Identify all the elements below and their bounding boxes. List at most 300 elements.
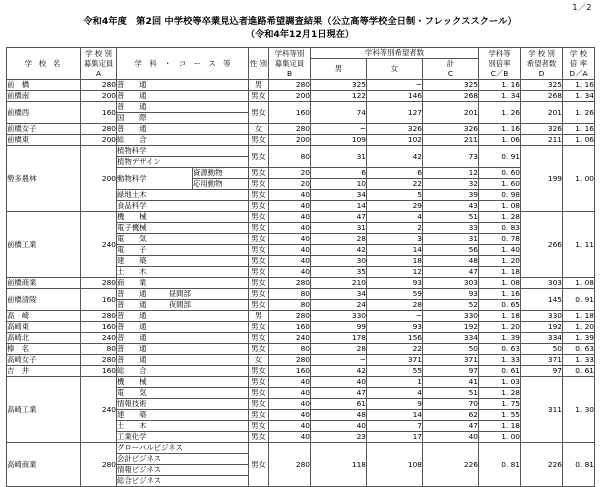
cell-course-ratio: 1. 18 <box>479 421 521 432</box>
col-header-school-quota-l2: 募集定員 <box>83 58 114 68</box>
cell-school-ratio: 1. 26 <box>563 102 595 124</box>
cell-male: 325 <box>311 80 367 91</box>
cell-course: 電 気 <box>117 234 249 245</box>
cell-school-ratio: 0. 63 <box>563 344 595 355</box>
cell-course-ratio: 1. 33 <box>479 355 521 366</box>
cell-course-ratio: 1. 20 <box>479 256 521 267</box>
col-header-school-quota-l3: A <box>95 68 102 78</box>
table-body <box>7 80 595 487</box>
cell-total: 47 <box>423 267 479 278</box>
cell-course: 情報技術 <box>117 399 249 410</box>
cell-male: − <box>311 124 367 135</box>
cell-female: 4 <box>367 388 423 399</box>
page-number: 1／2 <box>572 3 592 12</box>
cell-male: 40 <box>311 377 367 388</box>
cell-course-ratio: 0. 60 <box>479 168 521 179</box>
cell-male: 34 <box>311 289 367 300</box>
cell-course-ratio: 0. 98 <box>479 190 521 201</box>
cell-male: 35 <box>311 267 367 278</box>
cell-course-quota: 80 <box>269 344 311 355</box>
cell-course-quota: 200 <box>269 91 311 102</box>
cell-course: 総合ビジネス <box>117 476 249 487</box>
cell-sex: 男女 <box>249 432 269 443</box>
cell-school-ratio: 1. 18 <box>563 311 595 322</box>
cell-course: 植物デザイン <box>117 157 249 168</box>
col-header-school-ratio-l3: D／A <box>569 68 588 78</box>
cell-male: 210 <box>311 278 367 289</box>
cell-sex: 男女 <box>249 421 269 432</box>
cell-course-ratio: 1. 39 <box>479 333 521 344</box>
table-row <box>7 322 595 333</box>
cell-course-ratio: 1. 28 <box>479 212 521 223</box>
cell-male: 10 <box>311 179 367 190</box>
survey-results-table <box>6 47 595 487</box>
cell-female: 22 <box>367 179 423 190</box>
cell-school-ratio: 1. 11 <box>563 212 595 278</box>
cell-school-applicants: 50 <box>521 344 563 355</box>
cell-course-ratio: 0. 61 <box>479 366 521 377</box>
cell-female: 55 <box>367 366 423 377</box>
cell-course: 電子機械 <box>117 223 249 234</box>
cell-course: 工業化学 <box>117 432 249 443</box>
cell-course-quota: 160 <box>269 366 311 377</box>
cell-total: 31 <box>423 234 479 245</box>
cell-school-applicants: 199 <box>521 146 563 212</box>
col-header-course-ratio-l3: C／B <box>490 68 509 78</box>
cell-course-ratio: 1. 16 <box>479 80 521 91</box>
cell-school-quota: 280 <box>81 80 117 91</box>
cell-male: 28 <box>311 234 367 245</box>
cell-course: 機 械 <box>117 377 249 388</box>
col-header-applicants-group: 学科等別希望者数 <box>311 48 479 59</box>
table-header <box>7 48 595 80</box>
col-header-school-applicants-l1: 学 校 別 <box>528 48 555 58</box>
cell-course-quota: 40 <box>269 432 311 443</box>
col-header-school-ratio-l1: 学 校 <box>569 48 588 58</box>
table-row <box>7 355 595 366</box>
cell-course: 普 通 <box>117 124 249 135</box>
cell-course-quota: 20 <box>269 179 311 190</box>
table-row <box>7 102 595 113</box>
cell-female: 18 <box>367 256 423 267</box>
cell-school-applicants: 192 <box>521 322 563 333</box>
cell-course-quota: 280 <box>269 355 311 366</box>
cell-course-ratio: 1. 18 <box>479 267 521 278</box>
cell-total: 43 <box>423 201 479 212</box>
cell-school-applicants: 311 <box>521 377 563 443</box>
table-row <box>7 91 595 102</box>
page-subtitle: （令和4年12月1日現在） <box>245 29 355 41</box>
cell-course: 機 械 <box>117 212 249 223</box>
cell-sex: 男女 <box>249 388 269 399</box>
cell-male: 31 <box>311 146 367 168</box>
cell-sex: 男女 <box>249 443 269 487</box>
cell-course-ratio: 1. 08 <box>479 278 521 289</box>
cell-total: 325 <box>423 80 479 91</box>
cell-female: 108 <box>367 443 423 487</box>
cell-total: 334 <box>423 333 479 344</box>
cell-school-quota: 200 <box>81 146 117 212</box>
cell-course-ratio: 0. 83 <box>479 223 521 234</box>
cell-total: 51 <box>423 388 479 399</box>
cell-course-quota: 40 <box>269 256 311 267</box>
cell-female: 326 <box>367 124 423 135</box>
cell-school-applicants: 211 <box>521 135 563 146</box>
page-title: 令和4年度 第2回 中学校等卒業見込者進路希望調査結果（公立高等学校全日制・フレックススクール） <box>83 16 517 27</box>
cell-course: 建 築 <box>117 256 249 267</box>
cell-total: 70 <box>423 399 479 410</box>
cell-school-name: 前橋東 <box>7 135 81 146</box>
cell-male: 330 <box>311 311 367 322</box>
cell-sex: 男女 <box>249 245 269 256</box>
table-row <box>7 311 595 322</box>
col-header-course-ratio-l1: 学科等 <box>488 48 511 58</box>
cell-school-ratio: 0. 91 <box>563 289 595 311</box>
cell-school-name: 榛 名 <box>7 344 81 355</box>
cell-male: 40 <box>311 421 367 432</box>
cell-school-name: 前橋南 <box>7 91 81 102</box>
cell-school-name: 高崎東 <box>7 322 81 333</box>
cell-total: 73 <box>423 146 479 168</box>
col-header-course-quota-l1: 学科等別 <box>274 48 305 58</box>
cell-female: 93 <box>367 322 423 333</box>
cell-course-quota: 40 <box>269 399 311 410</box>
cell-course: 総 合 <box>117 135 249 146</box>
cell-sex: 男女 <box>249 300 269 311</box>
cell-course: 土 木 <box>117 421 249 432</box>
cell-sex: 男女 <box>249 135 269 146</box>
col-header-female: 女 <box>367 59 423 80</box>
cell-course-quota: 280 <box>269 124 311 135</box>
cell-course-ratio: 1. 75 <box>479 399 521 410</box>
cell-school-ratio: 0. 61 <box>563 366 595 377</box>
cell-course-ratio: 1. 20 <box>479 322 521 333</box>
cell-total: 39 <box>423 190 479 201</box>
col-header-school-applicants-l2: 希望者数 <box>526 58 557 68</box>
cell-total: 41 <box>423 377 479 388</box>
table-row <box>7 366 595 377</box>
cell-total: 50 <box>423 344 479 355</box>
cell-total: 371 <box>423 355 479 366</box>
cell-total: 62 <box>423 410 479 421</box>
cell-course: 建 築 <box>117 410 249 421</box>
cell-course-ratio: 1. 28 <box>479 388 521 399</box>
col-header-course: 学 科 ・ コ ー ス 等 <box>117 48 249 80</box>
table-row <box>7 278 595 289</box>
cell-course-ratio: 0. 91 <box>479 146 521 168</box>
cell-sex: 男女 <box>249 146 269 168</box>
cell-male: 28 <box>311 344 367 355</box>
cell-female: 59 <box>367 289 423 300</box>
cell-course-ratio: 1. 18 <box>479 311 521 322</box>
cell-sex: 男女 <box>249 201 269 212</box>
cell-course-quota: 40 <box>269 388 311 399</box>
cell-course-ratio: 1. 00 <box>479 432 521 443</box>
cell-school-applicants: 226 <box>521 443 563 487</box>
cell-school-quota: 240 <box>81 333 117 344</box>
cell-male: 47 <box>311 212 367 223</box>
cell-course-quota: 40 <box>269 245 311 256</box>
cell-sex: 男 <box>249 80 269 91</box>
cell-course-quota: 280 <box>269 443 311 487</box>
cell-total: 201 <box>423 102 479 124</box>
cell-male: 109 <box>311 135 367 146</box>
cell-sex: 男女 <box>249 322 269 333</box>
table-row <box>7 443 595 454</box>
cell-school-applicants: 325 <box>521 80 563 91</box>
table-row <box>7 124 595 135</box>
cell-female: 17 <box>367 432 423 443</box>
col-header-course-quota-l3: B <box>286 68 293 78</box>
cell-course: 情報ビジネス <box>117 465 249 476</box>
cell-school-quota: 160 <box>81 102 117 124</box>
cell-male: 14 <box>311 201 367 212</box>
cell-school-quota: 160 <box>81 322 117 333</box>
cell-male: 61 <box>311 399 367 410</box>
cell-course-ratio: 1. 08 <box>479 201 521 212</box>
cell-course: 普 通 夜間部 <box>117 300 249 311</box>
table-row <box>7 212 595 223</box>
cell-total: 93 <box>423 289 479 300</box>
col-header-male: 男 <box>311 59 367 80</box>
cell-total: 211 <box>423 135 479 146</box>
cell-total: 12 <box>423 168 479 179</box>
cell-female: 5 <box>367 190 423 201</box>
cell-course-quota: 240 <box>269 333 311 344</box>
cell-male: 6 <box>311 168 367 179</box>
cell-school-name: 前橋女子 <box>7 124 81 135</box>
col-header-course-quota-l2: 募集定員 <box>274 58 305 68</box>
cell-course: 普 通 昼間部 <box>117 289 249 300</box>
cell-course-quota: 160 <box>269 322 311 333</box>
cell-course: 普 通 <box>117 344 249 355</box>
cell-course-quota: 200 <box>269 135 311 146</box>
document-title-block <box>0 0 600 42</box>
cell-course-quota: 40 <box>269 421 311 432</box>
cell-course: 電 子 <box>117 245 249 256</box>
cell-school-applicants: 371 <box>521 355 563 366</box>
cell-male: 34 <box>311 190 367 201</box>
cell-school-name: 前橋清陵 <box>7 289 81 311</box>
cell-course: 普 通 <box>117 355 249 366</box>
cell-course-quota: 280 <box>269 278 311 289</box>
cell-course: 食品科学 <box>117 201 249 212</box>
cell-female: 6 <box>367 168 423 179</box>
cell-female: 146 <box>367 91 423 102</box>
cell-female: 2 <box>367 223 423 234</box>
cell-school-ratio: 1. 16 <box>563 124 595 135</box>
cell-course-quota: 80 <box>269 146 311 168</box>
cell-total: 326 <box>423 124 479 135</box>
cell-school-applicants: 326 <box>521 124 563 135</box>
cell-course-quota: 40 <box>269 410 311 421</box>
cell-female: 93 <box>367 278 423 289</box>
cell-sex: 男女 <box>249 366 269 377</box>
col-header-school-applicants-l3: D <box>538 68 545 78</box>
cell-course: 緑地土木 <box>117 190 249 201</box>
cell-school-quota: 280 <box>81 355 117 366</box>
cell-total: 192 <box>423 322 479 333</box>
cell-male: 99 <box>311 322 367 333</box>
cell-school-quota: 280 <box>81 278 117 289</box>
cell-female: 4 <box>367 212 423 223</box>
cell-female: 12 <box>367 267 423 278</box>
cell-course-ratio: 1. 16 <box>479 124 521 135</box>
cell-course-quota: 20 <box>269 168 311 179</box>
cell-school-ratio: 1. 39 <box>563 333 595 344</box>
cell-sex: 男女 <box>249 410 269 421</box>
table-row <box>7 344 595 355</box>
cell-course: 普 通 <box>117 80 249 91</box>
col-header-school-quota <box>81 48 117 80</box>
cell-male: − <box>311 355 367 366</box>
col-header-school-name: 学 校 名 <box>7 48 81 80</box>
cell-total: 303 <box>423 278 479 289</box>
cell-course: 普 通 <box>117 333 249 344</box>
cell-course: 普 通 <box>117 91 249 102</box>
cell-school-quota: 240 <box>81 212 117 278</box>
cell-school-ratio: 1. 06 <box>563 135 595 146</box>
cell-course: 国 際 <box>117 113 249 124</box>
cell-male: 42 <box>311 245 367 256</box>
table-row <box>7 135 595 146</box>
cell-school-name: 前橋西 <box>7 102 81 124</box>
cell-female: 3 <box>367 234 423 245</box>
cell-course-ratio: 1. 26 <box>479 102 521 124</box>
cell-female: − <box>367 80 423 91</box>
cell-sex: 男女 <box>249 377 269 388</box>
cell-sex: 男女 <box>249 212 269 223</box>
cell-course-ratio: 1. 16 <box>479 289 521 300</box>
cell-course: 会計ビジネス <box>117 454 249 465</box>
col-header-course-ratio-l2: 別倍率 <box>488 58 511 68</box>
cell-course-quota: 40 <box>269 201 311 212</box>
cell-total: 40 <box>423 432 479 443</box>
cell-male: 74 <box>311 102 367 124</box>
cell-school-applicants: 97 <box>521 366 563 377</box>
cell-sex: 男女 <box>249 256 269 267</box>
cell-course-quota: 280 <box>269 80 311 91</box>
cell-female: − <box>367 311 423 322</box>
cell-sex: 男女 <box>249 234 269 245</box>
cell-school-ratio: 1. 20 <box>563 322 595 333</box>
cell-school-name: 前橋工業 <box>7 212 81 278</box>
table-row <box>7 289 595 300</box>
cell-sex: 男女 <box>249 91 269 102</box>
cell-sex: 男女 <box>249 223 269 234</box>
cell-school-name: 高 崎 <box>7 311 81 322</box>
cell-course-ratio: 1. 40 <box>479 245 521 256</box>
cell-total: 268 <box>423 91 479 102</box>
cell-school-applicants: 334 <box>521 333 563 344</box>
cell-total: 226 <box>423 443 479 487</box>
cell-course-ratio: 0. 81 <box>479 443 521 487</box>
cell-male: 31 <box>311 223 367 234</box>
cell-female: 14 <box>367 410 423 421</box>
table-row <box>7 333 595 344</box>
cell-male: 24 <box>311 300 367 311</box>
cell-course: 電 気 <box>117 388 249 399</box>
cell-total: 32 <box>423 179 479 190</box>
cell-sex: 男女 <box>249 190 269 201</box>
col-header-total-l2: C <box>447 69 454 79</box>
cell-sex: 男女 <box>249 399 269 410</box>
cell-course-quota: 80 <box>269 300 311 311</box>
cell-school-quota: 280 <box>81 124 117 135</box>
cell-school-applicants: 201 <box>521 102 563 124</box>
col-header-school-quota-l1: 学 校 別 <box>85 48 112 58</box>
col-header-course-ratio <box>479 48 521 80</box>
cell-school-ratio: 1. 33 <box>563 355 595 366</box>
cell-female: 28 <box>367 300 423 311</box>
cell-sex: 男女 <box>249 102 269 124</box>
cell-course-ratio: 1. 60 <box>479 179 521 190</box>
col-header-total <box>423 59 479 80</box>
cell-course: 商 業 <box>117 278 249 289</box>
cell-school-applicants: 145 <box>521 289 563 311</box>
cell-course-ratio: 1. 34 <box>479 91 521 102</box>
cell-course-quota: 40 <box>269 234 311 245</box>
cell-school-ratio: 1. 34 <box>563 91 595 102</box>
cell-school-ratio: 1. 30 <box>563 377 595 443</box>
cell-total: 47 <box>423 421 479 432</box>
cell-male: 122 <box>311 91 367 102</box>
cell-total: 56 <box>423 245 479 256</box>
cell-course-quota: 40 <box>269 223 311 234</box>
cell-sex: 男女 <box>249 267 269 278</box>
cell-total: 48 <box>423 256 479 267</box>
table-row <box>7 80 595 91</box>
cell-course: 動物科学 <box>117 168 193 190</box>
cell-male: 23 <box>311 432 367 443</box>
cell-course-ratio: 0. 78 <box>479 234 521 245</box>
cell-school-name: 前 橋 <box>7 80 81 91</box>
cell-male: 30 <box>311 256 367 267</box>
cell-female: 127 <box>367 102 423 124</box>
cell-course-ratio: 0. 63 <box>479 344 521 355</box>
cell-school-ratio: 1. 08 <box>563 278 595 289</box>
cell-school-quota: 80 <box>81 344 117 355</box>
cell-school-name: 高崎工業 <box>7 377 81 443</box>
cell-course: 植物科学 <box>117 146 249 157</box>
cell-school-ratio: 1. 00 <box>563 146 595 212</box>
cell-sex: 男女 <box>249 344 269 355</box>
cell-sex: 男女 <box>249 333 269 344</box>
cell-school-name: 高崎商業 <box>7 443 81 487</box>
cell-school-quota: 160 <box>81 366 117 377</box>
cell-school-quota: 200 <box>81 91 117 102</box>
cell-sex: 男女 <box>249 289 269 300</box>
cell-sex: 女 <box>249 355 269 366</box>
cell-course-ratio: 1. 06 <box>479 135 521 146</box>
cell-male: 118 <box>311 443 367 487</box>
cell-male: 178 <box>311 333 367 344</box>
cell-school-applicants: 268 <box>521 91 563 102</box>
table-row <box>7 377 595 388</box>
cell-total: 97 <box>423 366 479 377</box>
cell-female: 371 <box>367 355 423 366</box>
cell-male: 48 <box>311 410 367 421</box>
cell-school-name: 高崎北 <box>7 333 81 344</box>
cell-course: 土 木 <box>117 267 249 278</box>
cell-female: 22 <box>367 344 423 355</box>
cell-course-quota: 40 <box>269 212 311 223</box>
cell-course-ratio: 0. 65 <box>479 300 521 311</box>
col-header-school-ratio <box>563 48 595 80</box>
table-row <box>7 146 595 157</box>
cell-school-quota: 280 <box>81 311 117 322</box>
col-header-course-quota <box>269 48 311 80</box>
